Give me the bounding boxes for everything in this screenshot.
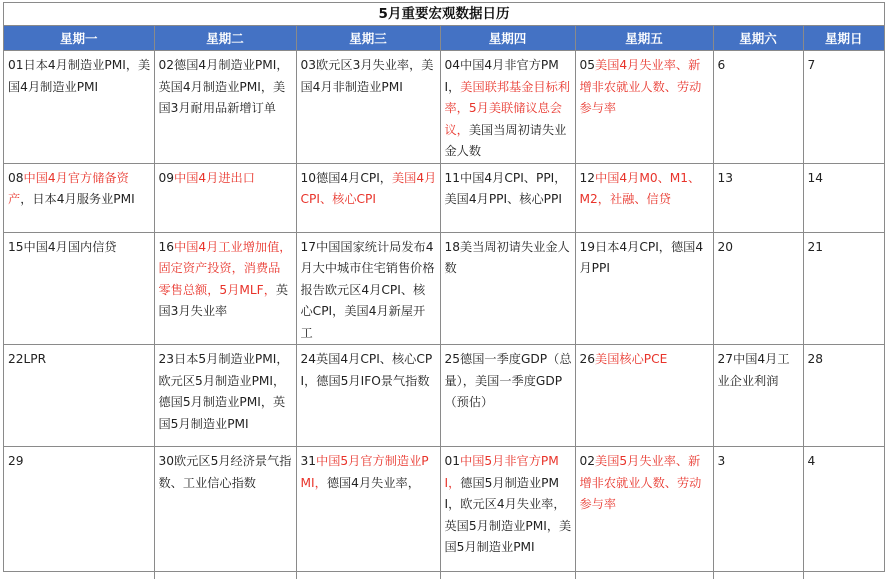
calendar-day-cell xyxy=(440,345,575,447)
weekday-thursday: 星期四 xyxy=(440,26,575,51)
weekday-monday: 星期一 xyxy=(4,26,154,51)
calendar-day-cell xyxy=(154,232,296,345)
calendar-day-cell xyxy=(440,447,575,579)
calendar-day-cell xyxy=(803,232,884,345)
event-text: 中国国家统计局发布4月大中城市住宅销售价格报告欧元区4月CPI、核心CPI，美国4月新屋开工 xyxy=(300,239,435,340)
calendar-day-cell xyxy=(713,51,803,164)
day-number: 02 xyxy=(579,454,596,468)
day-number: 13 xyxy=(717,170,734,185)
event-text-highlight: 美国联邦基金目标利率，5月美联储议息会议， xyxy=(444,79,570,137)
day-number: 22 xyxy=(8,352,24,366)
calendar-day-cell xyxy=(4,163,154,232)
day-number: 05 xyxy=(579,58,596,72)
calendar-day-cell xyxy=(440,232,575,345)
weekday-sunday: 星期日 xyxy=(803,26,884,51)
macro-calendar xyxy=(3,2,885,572)
day-number: 04 xyxy=(444,58,461,72)
event-text: ，日本4月服务业PMI xyxy=(20,192,135,206)
calendar-day-cell xyxy=(803,345,884,447)
day-number: 7 xyxy=(807,58,816,72)
calendar-day-cell xyxy=(713,163,803,232)
day-number: 6 xyxy=(717,58,726,72)
weekday-saturday: 星期六 xyxy=(713,26,803,51)
event-text: 英国4月CPI、核心CPI，德国5月IFO景气指数 xyxy=(300,352,433,388)
calendar-week-row xyxy=(4,51,884,164)
calendar-day-cell xyxy=(4,232,154,345)
event-text: 日本4月CPI，德国4月PPI xyxy=(579,239,704,275)
event-text-highlight: 中国4月官方储备资产 xyxy=(8,170,129,206)
calendar-day-cell xyxy=(296,345,440,447)
calendar-day-cell xyxy=(296,447,440,579)
calendar-day-cell xyxy=(440,163,575,232)
event-text-highlight: 中国5月官方制造业PMI， xyxy=(300,454,429,490)
day-number: 12 xyxy=(579,170,596,185)
calendar-day-cell xyxy=(803,163,884,232)
calendar-day-cell xyxy=(4,51,154,164)
event-text-highlight: 中国4月进出口 xyxy=(174,170,255,185)
event-text: 英国3月失业率 xyxy=(158,282,289,318)
day-number: 10 xyxy=(300,170,317,185)
calendar-day-cell xyxy=(154,163,296,232)
day-number: 08 xyxy=(8,170,24,185)
event-text: 中国4月国内信贷 xyxy=(23,239,117,254)
day-number: 21 xyxy=(807,239,824,254)
event-text: 欧元区5月经济景气指数、工业信心指数 xyxy=(158,454,292,490)
event-text: 美国当周初请失业金人数 xyxy=(444,122,567,158)
event-text: 德国4月制造业PMI，英国4月制造业PMI，美国3月耐用品新增订单 xyxy=(158,58,289,115)
calendar-day-cell xyxy=(154,51,296,164)
calendar-day-cell xyxy=(803,447,884,579)
event-text: 欧元区3月失业率，美国4月非制造业PMI xyxy=(300,58,434,94)
calendar-week-row xyxy=(4,345,884,447)
calendar-day-cell xyxy=(575,51,713,164)
event-text: 日本5月制造业PMI，欧元区5月制造业PMI，德国5月制造业PMI，英国5月制造业PMI xyxy=(158,352,289,431)
day-number: 24 xyxy=(300,352,317,366)
day-number: 19 xyxy=(579,239,596,254)
weekday-wednesday: 星期三 xyxy=(296,26,440,51)
day-number: 30 xyxy=(158,454,175,468)
calendar-table xyxy=(4,26,884,579)
day-number: 14 xyxy=(807,170,824,185)
event-text-highlight: 美国核心PCE xyxy=(595,352,668,366)
day-number: 01 xyxy=(444,454,461,468)
calendar-day-cell xyxy=(575,345,713,447)
calendar-title: 5月重要宏观数据日历 xyxy=(4,3,884,26)
day-number: 3 xyxy=(717,454,726,468)
calendar-day-cell xyxy=(713,345,803,447)
event-text: LPR xyxy=(23,352,47,366)
day-number: 01 xyxy=(8,58,24,72)
calendar-day-cell xyxy=(575,163,713,232)
calendar-day-cell xyxy=(440,51,575,164)
calendar-day-cell xyxy=(296,232,440,345)
event-text: 中国4月工业企业利润 xyxy=(717,352,790,388)
calendar-day-cell xyxy=(575,232,713,345)
event-text: 德国5月制造业PMI，欧元区4月失业率，英国5月制造业PMI，美国5月制造业PMI xyxy=(444,475,572,554)
calendar-day-cell xyxy=(296,51,440,164)
day-number: 17 xyxy=(300,239,317,254)
event-text-highlight: 中国4月M0、M1、M2，社融、信贷 xyxy=(579,170,701,206)
event-text-highlight: 美国5月失业率、新增非农就业人数、劳动参与率 xyxy=(579,454,702,511)
day-number: 02 xyxy=(158,58,175,72)
calendar-day-cell xyxy=(803,51,884,164)
event-text: 德国4月CPI， xyxy=(316,170,392,185)
day-number: 26 xyxy=(579,352,596,366)
event-text-highlight: 美国4月CPI、核心CPI xyxy=(300,170,437,206)
event-text-highlight: 中国4月工业增加值，固定资产投资，消费品零售总额，5月MLF， xyxy=(158,239,292,297)
calendar-week-row xyxy=(4,447,884,579)
day-number: 09 xyxy=(158,170,175,185)
calendar-day-cell xyxy=(4,345,154,447)
calendar-week-row xyxy=(4,163,884,232)
day-number: 25 xyxy=(444,352,461,366)
calendar-day-cell xyxy=(296,163,440,232)
calendar-week-row xyxy=(4,232,884,345)
calendar-day-cell xyxy=(713,232,803,345)
event-text: 德国一季度GDP（总量），美国一季度GDP（预估） xyxy=(444,352,572,409)
day-number: 31 xyxy=(300,454,317,468)
weekday-friday: 星期五 xyxy=(575,26,713,51)
day-number: 15 xyxy=(8,239,24,254)
day-number: 29 xyxy=(8,454,24,468)
day-number: 11 xyxy=(444,170,461,185)
day-number: 03 xyxy=(300,58,317,72)
calendar-day-cell xyxy=(154,447,296,579)
day-number: 20 xyxy=(717,239,734,254)
day-number: 23 xyxy=(158,352,175,366)
event-text: 日本4月制造业PMI，美国4月制造业PMI xyxy=(8,58,151,94)
event-text-highlight: 美国4月失业率、新增非农就业人数、劳动参与率 xyxy=(579,58,702,115)
event-text: 中国4月非官方PMI， xyxy=(444,58,559,94)
weekday-tuesday: 星期二 xyxy=(154,26,296,51)
event-text: 中国4月CPI、PPI，美国4月PPI、核心PPI xyxy=(444,170,567,206)
day-number: 27 xyxy=(717,352,734,366)
weekday-header-row xyxy=(4,26,884,51)
day-number: 4 xyxy=(807,454,816,468)
calendar-day-cell xyxy=(154,345,296,447)
event-text-highlight: 中国5月非官方PMI， xyxy=(444,454,559,490)
calendar-day-cell xyxy=(575,447,713,579)
day-number: 28 xyxy=(807,352,824,366)
calendar-day-cell xyxy=(713,447,803,579)
day-number: 16 xyxy=(158,239,175,254)
event-text: 美当周初请失业金人数 xyxy=(444,239,570,275)
day-number: 18 xyxy=(444,239,461,254)
calendar-day-cell xyxy=(4,447,154,579)
event-text: 德国4月失业率， xyxy=(326,475,420,490)
